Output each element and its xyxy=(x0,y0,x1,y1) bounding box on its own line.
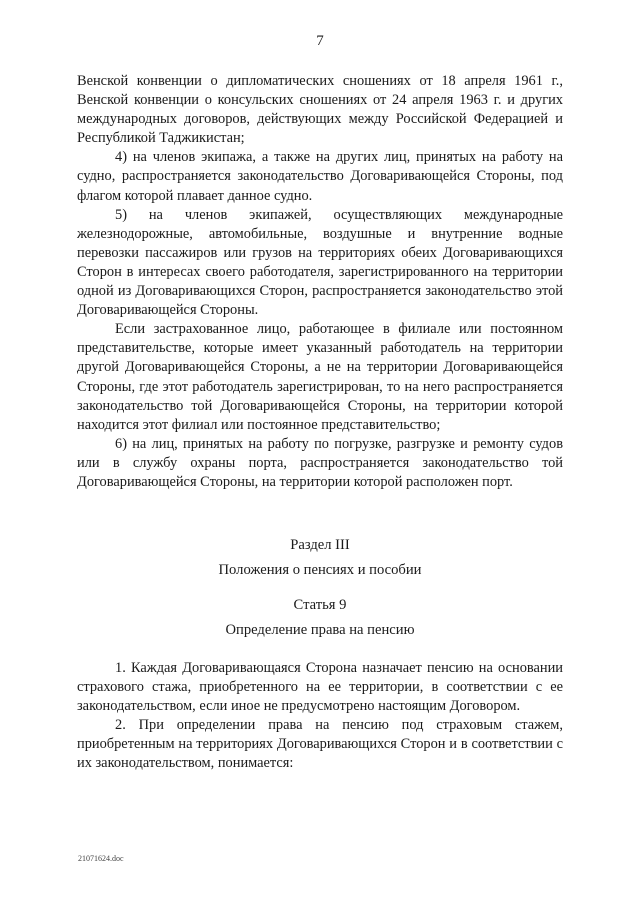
paragraph-item-6: 6) на лиц, принятых на работу по погрузке, разгрузке и ремонту судов или в службу охраны порта, распространяется законодательство той Договаривающейся Стороны, на территории которой расположен порт. xyxy=(77,435,563,490)
paragraph-item-5: 5) на членов экипажей, осуществляющих международные железнодорожные, автомобильные, воздушные и внутренние водные перевозки пассажиров или грузов на территориях обеих Договаривающихся Сторон в интересах своего работодателя, зарегистрированного на территории одной из Договаривающихся Сторон, распространяется законодательство этой Договаривающейся Стороны. xyxy=(77,206,563,319)
section-title: Раздел III xyxy=(290,537,350,553)
section-subtitle: Положения о пенсиях и пособии xyxy=(218,562,422,578)
footer-filename: 21071624.doc xyxy=(78,854,124,863)
body-text-top xyxy=(77,72,563,492)
paragraph-item-4: 4) на членов экипажа, а также на других лиц, принятых на работу на судно, распространяется законодательство Договаривающейся Стороны, под флагом которой плавает данное судно. xyxy=(77,149,563,204)
paragraph-vienna-conventions: Венской конвенции о дипломатических сношениях от 18 апреля 1961 г., Венской конвенции о консульских сношениях от 24 апреля 1963 г. и других международных договоров, действующих между Российской Федерацией и Республикой Таджикистан; xyxy=(77,73,563,147)
article-title: Статья 9 xyxy=(293,597,347,613)
paragraph-article9-point2: 2. При определении права на пенсию под страховым стажем, приобретенным на территориях Договаривающихся Сторон и в соответствии с их законодательством, понимается: xyxy=(77,717,563,772)
paragraph-branch-office: Если застрахованное лицо, работающее в филиале или постоянном представительстве, которые имеет указанный работодатель на территории другой Договаривающейся Стороны, а не на территории Договаривающейся Стороны, где этот работодатель зарегистрирован, то на него распространяется законодательство той Договаривающейся Стороны, на территории которой находится этот филиал или постоянное представительство; xyxy=(77,321,563,433)
article-subtitle: Определение права на пенсию xyxy=(225,622,415,638)
page-number: 7 xyxy=(316,33,324,49)
paragraph-article9-point1: 1. Каждая Договаривающаяся Сторона назначает пенсию на основании страхового стажа, приобретенного на ее территории, в соответствии с ее законодательством, если иное не предусмотрено настоящим Договором. xyxy=(77,660,563,715)
body-text-bottom xyxy=(77,659,563,774)
